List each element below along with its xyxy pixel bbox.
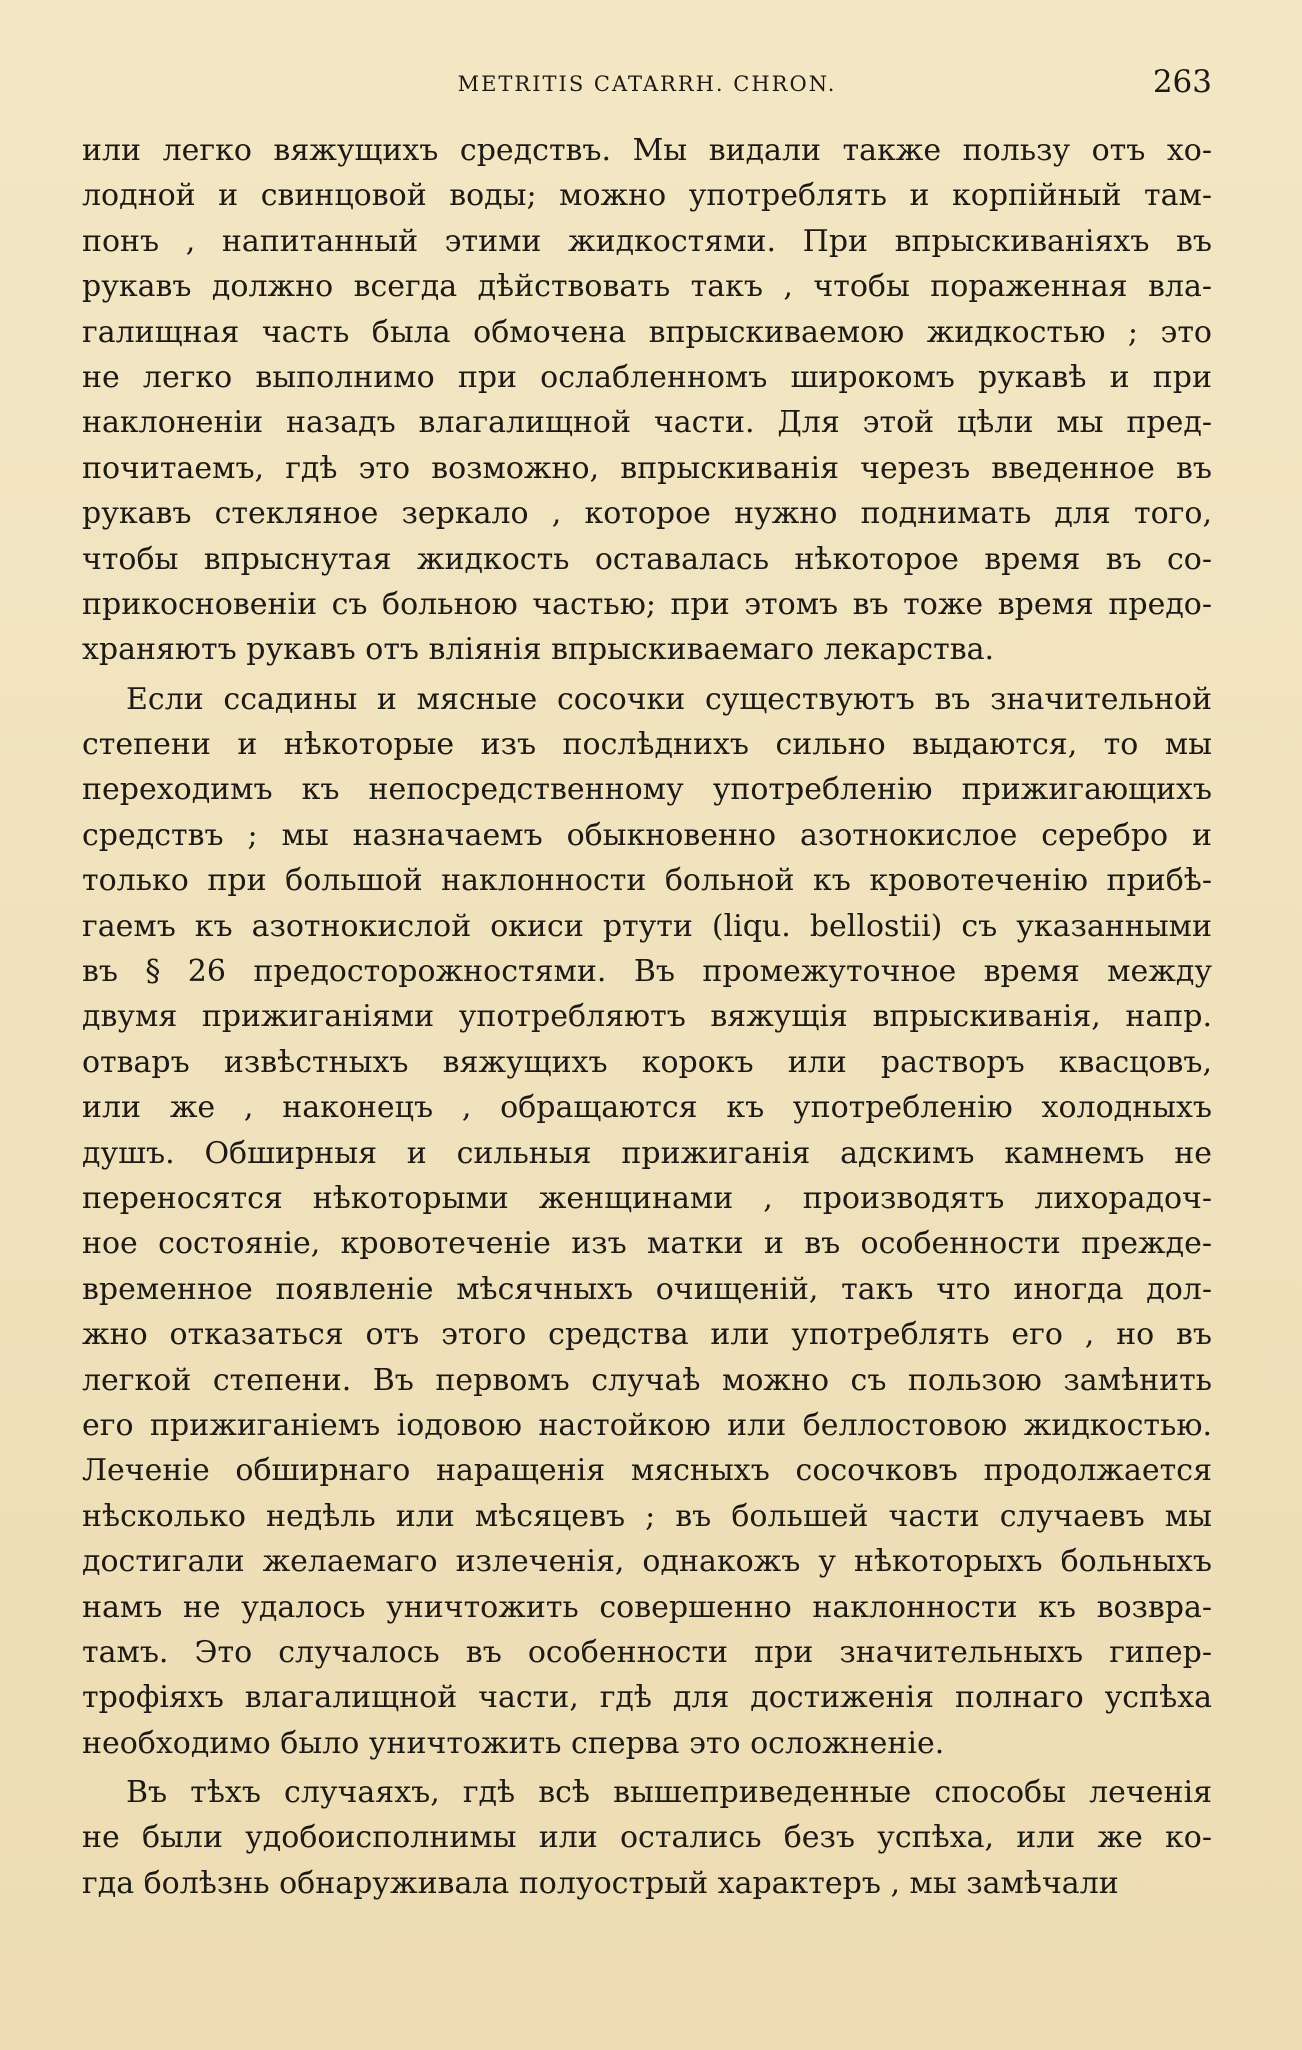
text-line: степени и нѣкоторые изъ послѣднихъ сильно выдаются, то мы bbox=[82, 727, 1212, 763]
page-number: 263 bbox=[1152, 64, 1212, 100]
text-line: не легко выполнимо при ослабленномъ широкомъ рукавѣ и при bbox=[82, 359, 1212, 395]
text-line: ное состояніе, кровотеченіе изъ матки и въ особенности прежде- bbox=[82, 1226, 1212, 1262]
text-line: средствъ ; мы назначаемъ обыкновенно азотнокислое серебро и bbox=[82, 817, 1212, 853]
text-line: намъ не удалось уничтожить совершенно наклонности къ возвра- bbox=[82, 1589, 1212, 1625]
text-line: Леченіе обширнаго наращенія мясныхъ сосочковъ продолжается bbox=[82, 1453, 1212, 1489]
text-line: или же , наконецъ , обращаются къ употребленію холодныхъ bbox=[82, 1090, 1212, 1126]
text-line: или легко вяжущихъ средствъ. Мы видали также пользу отъ хо- bbox=[82, 133, 1212, 168]
text-line: переходимъ къ непосредственному употребленію прижигающихъ bbox=[82, 772, 1212, 808]
text-line: чтобы впрыснутая жидкость оставалась нѣкоторое время въ со- bbox=[82, 541, 1212, 577]
text-line: рукавъ стекляное зеркало , которое нужно поднимать для того, bbox=[82, 496, 1212, 532]
text-line: Если ссадины и мясные сосочки существуютъ въ значительной bbox=[126, 681, 1212, 717]
text-line: наклоненіи назадъ влагалищной части. Для этой цѣли мы пред- bbox=[82, 405, 1212, 441]
text-line: жно отказаться отъ этого средства или употреблять его , но въ bbox=[82, 1317, 1212, 1353]
text-line: лодной и свинцовой воды; можно употреблять и корпійный там- bbox=[82, 178, 1212, 214]
body-text bbox=[82, 128, 1212, 1906]
text-line: переносятся нѣкоторыми женщинами , производятъ лихорадоч- bbox=[82, 1180, 1212, 1216]
text-line: нѣсколько недѣль или мѣсяцевъ ; въ большей части случаевъ мы bbox=[82, 1498, 1212, 1534]
text-line: душъ. Обширныя и сильныя прижиганія адскимъ камнемъ не bbox=[82, 1135, 1212, 1171]
running-head: METRITIS CATARRH. CHRON. bbox=[457, 72, 837, 96]
text-line: прикосновеніи съ больною частью; при этомъ въ тоже время предо- bbox=[82, 586, 1212, 622]
text-line: только при большой наклонности больной къ кровотеченію прибѣ- bbox=[82, 863, 1212, 899]
text-line: двумя прижиганіями употребляютъ вяжущія впрыскиванія, напр. bbox=[82, 999, 1212, 1035]
paragraph bbox=[82, 128, 1212, 673]
text-line: храняютъ рукавъ отъ вліянія впрыскиваемаго лекарства. bbox=[82, 632, 995, 668]
page-header bbox=[82, 62, 1212, 108]
text-line: рукавъ должно всегда дѣйствовать такъ , чтобы пораженная вла- bbox=[82, 269, 1212, 305]
text-line: гда болѣзнь обнаруживала полуострый характеръ , мы замѣчали bbox=[82, 1865, 1119, 1901]
text-line: гаемъ къ азотнокислой окиси ртути (liqu. bellostii) съ указанными bbox=[82, 908, 1212, 944]
text-line: его прижиганіемъ іодовою настойкою или беллостовою жидкостью. bbox=[82, 1407, 1212, 1443]
text-line: временное появленіе мѣсячныхъ очищеній, такъ что иногда дол- bbox=[82, 1271, 1212, 1307]
text-line: въ § 26 предосторожностями. Въ промежуточное время между bbox=[82, 954, 1212, 990]
paragraph bbox=[82, 1770, 1212, 1906]
text-line: отваръ извѣстныхъ вяжущихъ корокъ или растворъ квасцовъ, bbox=[82, 1044, 1212, 1080]
text-line: галищная часть была обмочена впрыскиваемою жидкостью ; это bbox=[82, 314, 1212, 350]
paragraph bbox=[82, 677, 1212, 1766]
text-line: трофіяхъ влагалищной части, гдѣ для достиженія полнаго успѣха bbox=[82, 1680, 1212, 1716]
text-line: тамъ. Это случалось въ особенности при значительныхъ гипер- bbox=[82, 1634, 1212, 1670]
text-line: почитаемъ, гдѣ это возможно, впрыскиванія черезъ введенное въ bbox=[82, 450, 1212, 486]
text-line: достигали желаемаго излеченія, однакожъ у нѣкоторыхъ больныхъ bbox=[82, 1544, 1212, 1580]
text-line: понъ , напитанный этими жидкостями. При впрыскиваніяхъ въ bbox=[82, 223, 1212, 259]
text-line: Въ тѣхъ случаяхъ, гдѣ всѣ вышеприведенные способы леченія bbox=[126, 1775, 1212, 1811]
text-line: не были удобоисполнимы или остались безъ успѣха, или же ко- bbox=[82, 1820, 1212, 1856]
text-line: легкой степени. Въ первомъ случаѣ можно съ пользою замѣнить bbox=[82, 1362, 1212, 1398]
text-line: необходимо было уничтожить сперва это осложненіе. bbox=[82, 1725, 945, 1761]
